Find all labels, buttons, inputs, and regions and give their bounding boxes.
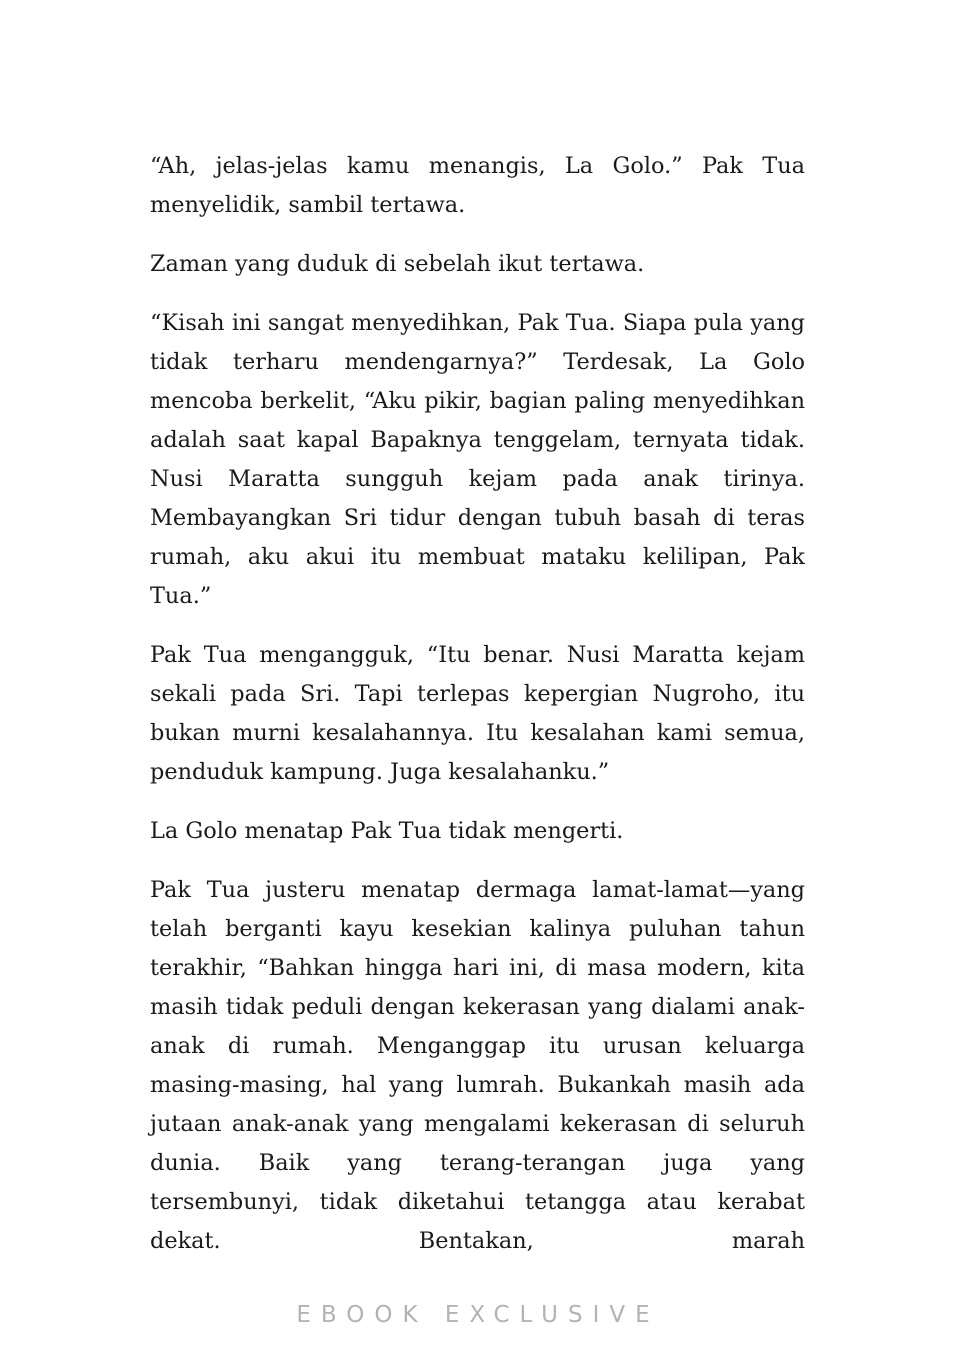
paragraph-6: Pak Tua justeru menatap dermaga lamat-lamat—yang telah berganti kayu kesekian kalinya puluhan tahun terakhir, “Bahkan hingga hari ini, di masa modern, kita masih tidak peduli dengan kekerasan yang dialami anak-anak di rumah. Menganggap itu urusan keluarga masing-masing, hal yang lumrah. Bukankah masih ada jutaan anak-anak yang mengalami kekerasan di seluruh dunia. Baik yang terang-terangan juga yang tersembunyi, tidak diketahui tetangga atau kerabat dekat. Bentakan, marah [150, 877, 805, 1254]
page-body [150, 147, 805, 1261]
paragraph-5: La Golo menatap Pak Tua tidak mengerti. [150, 818, 624, 844]
paragraph-3: “Kisah ini sangat menyedihkan, Pak Tua. Siapa pula yang tidak terharu mendengarnya?” Terdesak, La Golo mencoba berkelit, “Aku pikir, bagian paling menyedihkan adalah saat kapal Bapaknya tenggelam, ternyata tidak. Nusi Maratta sungguh kejam pada anak tirinya. Membayangkan Sri tidur dengan tubuh basah di teras rumah, aku akui itu membuat mataku kelilipan, Pak Tua.” [150, 310, 805, 609]
ebook-exclusive-footer: EBOOK EXCLUSIVE [296, 1302, 660, 1328]
paragraph-2: Zaman yang duduk di sebelah ikut tertawa. [150, 251, 645, 277]
paragraph-1: “Ah, jelas-jelas kamu menangis, La Golo.” Pak Tua menyelidik, sambil tertawa. [150, 153, 805, 218]
paragraph-4: Pak Tua mengangguk, “Itu benar. Nusi Maratta kejam sekali pada Sri. Tapi terlepas kepergian Nugroho, itu bukan murni kesalahannya. Itu kesalahan kami semua, penduduk kampung. Juga kesalahanku.” [150, 642, 805, 785]
